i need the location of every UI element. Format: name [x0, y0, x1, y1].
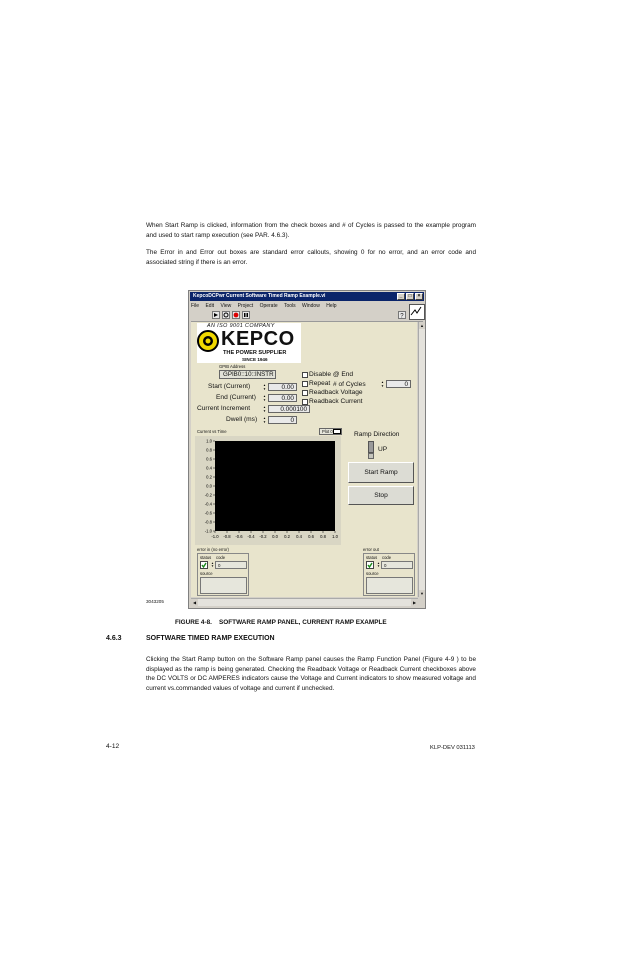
menu-view[interactable]: View	[220, 303, 232, 309]
error-out-status-indicator	[366, 561, 374, 569]
current-increment-field[interactable]: 0.000100	[268, 405, 310, 413]
labview-window	[188, 290, 426, 609]
current-vs-time-chart	[195, 436, 341, 545]
intro-paragraph-1: When Start Ramp is clicked, information from the check boxes and # of Cycles is passed to the example program and used to start ramp execution (see PAR. 4.6.3).	[146, 222, 476, 239]
y-tick-label: 0.4	[206, 465, 212, 471]
ramp-direction-toggle[interactable]	[368, 441, 374, 453]
horizontal-scrollbar[interactable]	[191, 598, 418, 606]
current-increment-spinner[interactable]: ▲ ▼	[263, 405, 266, 413]
ramp-direction-switch-base	[368, 453, 374, 459]
toolbar	[191, 310, 423, 322]
x-tick-label: 1.0	[332, 534, 338, 539]
logo-tagline: THE POWER SUPPLIER	[223, 350, 287, 356]
scroll-up-icon[interactable]: ▲	[420, 323, 424, 328]
start-current-field[interactable]: 0.00	[268, 383, 297, 391]
menu-project[interactable]: Project	[237, 303, 254, 309]
abort-icon[interactable]	[232, 311, 240, 319]
cycles-field[interactable]: 0	[386, 380, 411, 388]
error-in-code-field[interactable]: 0	[215, 561, 247, 569]
error-in-code-spinner[interactable]: ▲ ▼	[211, 561, 214, 568]
error-out-code-field: 0	[381, 561, 413, 569]
dwell-spinner[interactable]: ▲ ▼	[263, 416, 266, 424]
maximize-icon[interactable]: □	[406, 293, 414, 300]
doc-id: KLP-DEV 031113	[430, 745, 475, 751]
kepco-logo	[197, 323, 301, 363]
cycles-spinner[interactable]: ▲ ▼	[381, 380, 384, 388]
logo-iso-text: AN ISO 9001 COMPANY	[207, 323, 275, 329]
menu-file[interactable]: File	[191, 303, 200, 309]
y-tick-label: 0.0	[206, 483, 212, 489]
readback-voltage-checkbox[interactable]	[302, 390, 308, 396]
help-icon[interactable]	[398, 311, 406, 319]
dwell-label: Dwell (ms)	[226, 416, 258, 423]
menu-window[interactable]: Window	[302, 303, 320, 309]
y-tick-label: -1.0	[204, 528, 212, 534]
menu-bar	[191, 302, 423, 310]
readback-current-checkbox[interactable]	[302, 399, 308, 405]
error-out-status-label: status	[366, 555, 378, 560]
plot-area	[215, 441, 335, 531]
x-tick-label: -0.6	[235, 534, 243, 539]
error-out-source-label: source	[366, 571, 379, 576]
y-tick-label: -0.2	[204, 492, 212, 498]
vertical-scrollbar[interactable]	[418, 322, 425, 597]
disable-end-checkbox[interactable]	[302, 372, 308, 378]
section-title: SOFTWARE TIMED RAMP EXECUTION	[146, 635, 275, 642]
error-out-code-label: code	[382, 555, 392, 560]
page-number: 4-12	[106, 743, 120, 750]
error-in-code-label: code	[216, 555, 226, 560]
y-tick-label: -0.8	[204, 519, 212, 525]
legend-entry: Plot 0	[322, 429, 333, 434]
error-in-status-label: status	[200, 555, 212, 560]
scroll-left-icon[interactable]: ◀	[192, 600, 197, 605]
start-current-spinner[interactable]: ▲ ▼	[263, 383, 266, 391]
y-tick-label: -0.4	[204, 501, 212, 507]
logo-since: SINCE 1946	[242, 357, 268, 362]
figure-caption: FIGURE 4-8. SOFTWARE RAMP PANEL, CURRENT RAMP EXAMPLE	[175, 619, 387, 626]
x-tick-label: -0.8	[223, 534, 231, 539]
cycles-label: # of Cycles	[333, 381, 366, 388]
x-tick-label: -0.4	[247, 534, 255, 539]
menu-help[interactable]: Help	[326, 303, 337, 309]
end-current-field[interactable]: 0.00	[268, 394, 297, 402]
x-tick-label: 0.8	[320, 534, 326, 539]
stop-button[interactable]: Stop	[348, 486, 414, 505]
window-titlebar	[190, 292, 424, 301]
repeat-label: Repeat	[309, 380, 331, 387]
y-tick-label: 0.2	[206, 474, 212, 480]
repeat-checkbox[interactable]	[302, 381, 308, 387]
gpib-label: GPIB Address	[219, 364, 246, 369]
vi-icon	[409, 304, 425, 320]
error-in-source-field[interactable]	[200, 577, 247, 594]
start-current-label: Start (Current)	[208, 383, 251, 390]
y-tick-label: -0.6	[204, 510, 212, 516]
readback-current-label: Readback Current	[309, 398, 363, 405]
window-title: KepcoDCPwr Current Software Timed Ramp Example.vi	[193, 293, 326, 299]
minimize-icon[interactable]: _	[397, 293, 405, 300]
section-number: 4.6.3	[106, 635, 122, 642]
svg-text:?: ?	[400, 313, 404, 318]
logo-name: KEPCO	[221, 328, 295, 350]
error-in-cluster	[197, 553, 249, 596]
x-tick-label: 0.4	[296, 534, 302, 539]
error-out-source-field	[366, 577, 413, 594]
y-tick-label: 0.8	[206, 447, 212, 453]
error-out-code-spinner: ▲ ▼	[377, 561, 380, 568]
y-tick-label: 0.6	[206, 456, 212, 462]
scroll-down-icon[interactable]: ▼	[420, 591, 424, 596]
figure-code: 3043205	[146, 599, 164, 604]
error-in-status-checkbox[interactable]	[200, 561, 208, 569]
menu-tools[interactable]: Tools	[283, 303, 296, 309]
menu-operate[interactable]: Operate	[259, 303, 278, 309]
y-tick-label: 1.0	[206, 438, 212, 444]
readback-voltage-label: Readback Voltage	[309, 389, 363, 396]
x-tick-label: -0.2	[259, 534, 267, 539]
ramp-direction-label: Ramp Direction	[354, 431, 400, 438]
disable-end-label: Disable @ End	[309, 371, 354, 378]
scroll-right-icon[interactable]: ▶	[412, 600, 417, 605]
start-ramp-button[interactable]: Start Ramp	[348, 462, 414, 483]
plot-line-icon	[333, 429, 341, 434]
error-out-cluster	[363, 553, 415, 596]
end-current-label: End (Current)	[216, 394, 256, 401]
x-tick-label: 0.0	[272, 534, 278, 539]
menu-edit[interactable]: Edit	[205, 303, 215, 309]
run-continuous-icon[interactable]	[222, 311, 230, 319]
end-current-spinner[interactable]: ▲ ▼	[263, 394, 266, 402]
gpib-address-field[interactable]: GPIB0::10::INSTR	[219, 370, 276, 379]
pause-icon[interactable]	[242, 311, 250, 319]
front-panel	[191, 322, 417, 597]
section-body: Clicking the Start Ramp button on the Software Ramp panel causes the Ramp Function Panel (Figure 4-9 ) to be displayed as the ramp is being generated. Checking the Readback Voltage or Readback Current checkboxes above the DC VOLTS or DC AMPERES indicators cause the Voltage and Current indicators to show measured voltage and current vs.commanded values of voltage and current if unchecked.	[146, 656, 476, 692]
x-tick-label: 0.2	[284, 534, 290, 539]
current-increment-label: Current Increment	[197, 405, 251, 412]
error-in-source-label: source	[200, 571, 213, 576]
run-arrow-icon[interactable]	[212, 311, 220, 319]
x-tick-label: -1.0	[211, 534, 219, 539]
kepco-emblem-icon	[197, 330, 219, 352]
ramp-direction-value: UP	[378, 446, 388, 453]
error-in-title: error in (no error)	[197, 547, 229, 552]
chart-title: Current vs Time	[197, 429, 227, 434]
intro-paragraph-2: The Error in and Error out boxes are standard error callouts, showing 0 for no error, and an error code and associated string if there is an error.	[146, 249, 476, 266]
x-tick-label: 0.6	[308, 534, 314, 539]
error-out-title: error out	[363, 547, 379, 552]
close-icon[interactable]: ×	[415, 293, 423, 300]
dwell-field[interactable]: 0	[268, 416, 297, 424]
